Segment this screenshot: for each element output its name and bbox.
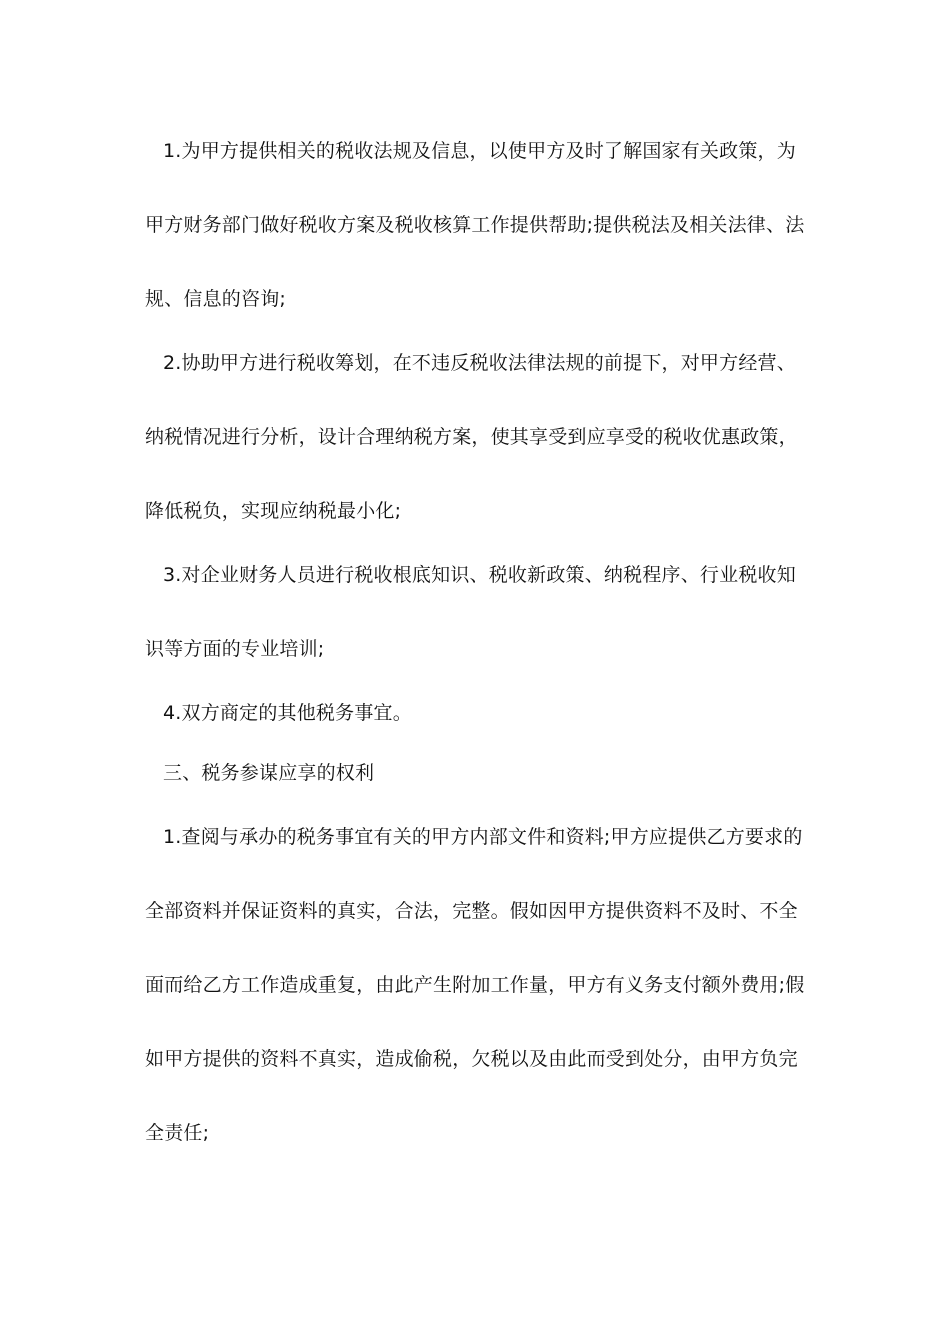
paragraph-line: 4.双方商定的其他税务事宜。 bbox=[163, 702, 412, 724]
paragraph-line: 甲方财务部门做好税收方案及税收核算工作提供帮助;提供税法及相关法律、法 bbox=[145, 214, 805, 236]
section-heading: 三、税务参谋应享的权利 bbox=[163, 762, 375, 784]
paragraph-line: 规、信息的咨询; bbox=[145, 288, 287, 310]
paragraph-line: 如甲方提供的资料不真实，造成偷税，欠税以及由此而受到处分，由甲方负完 bbox=[145, 1048, 798, 1070]
paragraph-line: 降低税负，实现应纳税最小化; bbox=[145, 500, 402, 522]
paragraph-line: 2.协助甲方进行税收筹划，在不违反税收法律法规的前提下，对甲方经营、 bbox=[163, 352, 796, 374]
paragraph-line: 识等方面的专业培训; bbox=[145, 638, 325, 660]
paragraph-line: 3.对企业财务人员进行税收根底知识、税收新政策、纳税程序、行业税收知 bbox=[163, 564, 796, 586]
paragraph-line: 全部资料并保证资料的真实，合法，完整。假如因甲方提供资料不及时、不全 bbox=[145, 900, 798, 922]
paragraph-line: 全责任; bbox=[145, 1122, 210, 1144]
paragraph-line: 1.为甲方提供相关的税收法规及信息，以使甲方及时了解国家有关政策，为 bbox=[163, 140, 796, 162]
paragraph-line: 面而给乙方工作造成重复，由此产生附加工作量，甲方有义务支付额外费用;假 bbox=[145, 974, 805, 996]
paragraph-line: 1.查阅与承办的税务事宜有关的甲方内部文件和资料;甲方应提供乙方要求的 bbox=[163, 826, 803, 848]
paragraph-line: 纳税情况进行分析，设计合理纳税方案，使其享受到应享受的税收优惠政策， bbox=[145, 426, 798, 448]
